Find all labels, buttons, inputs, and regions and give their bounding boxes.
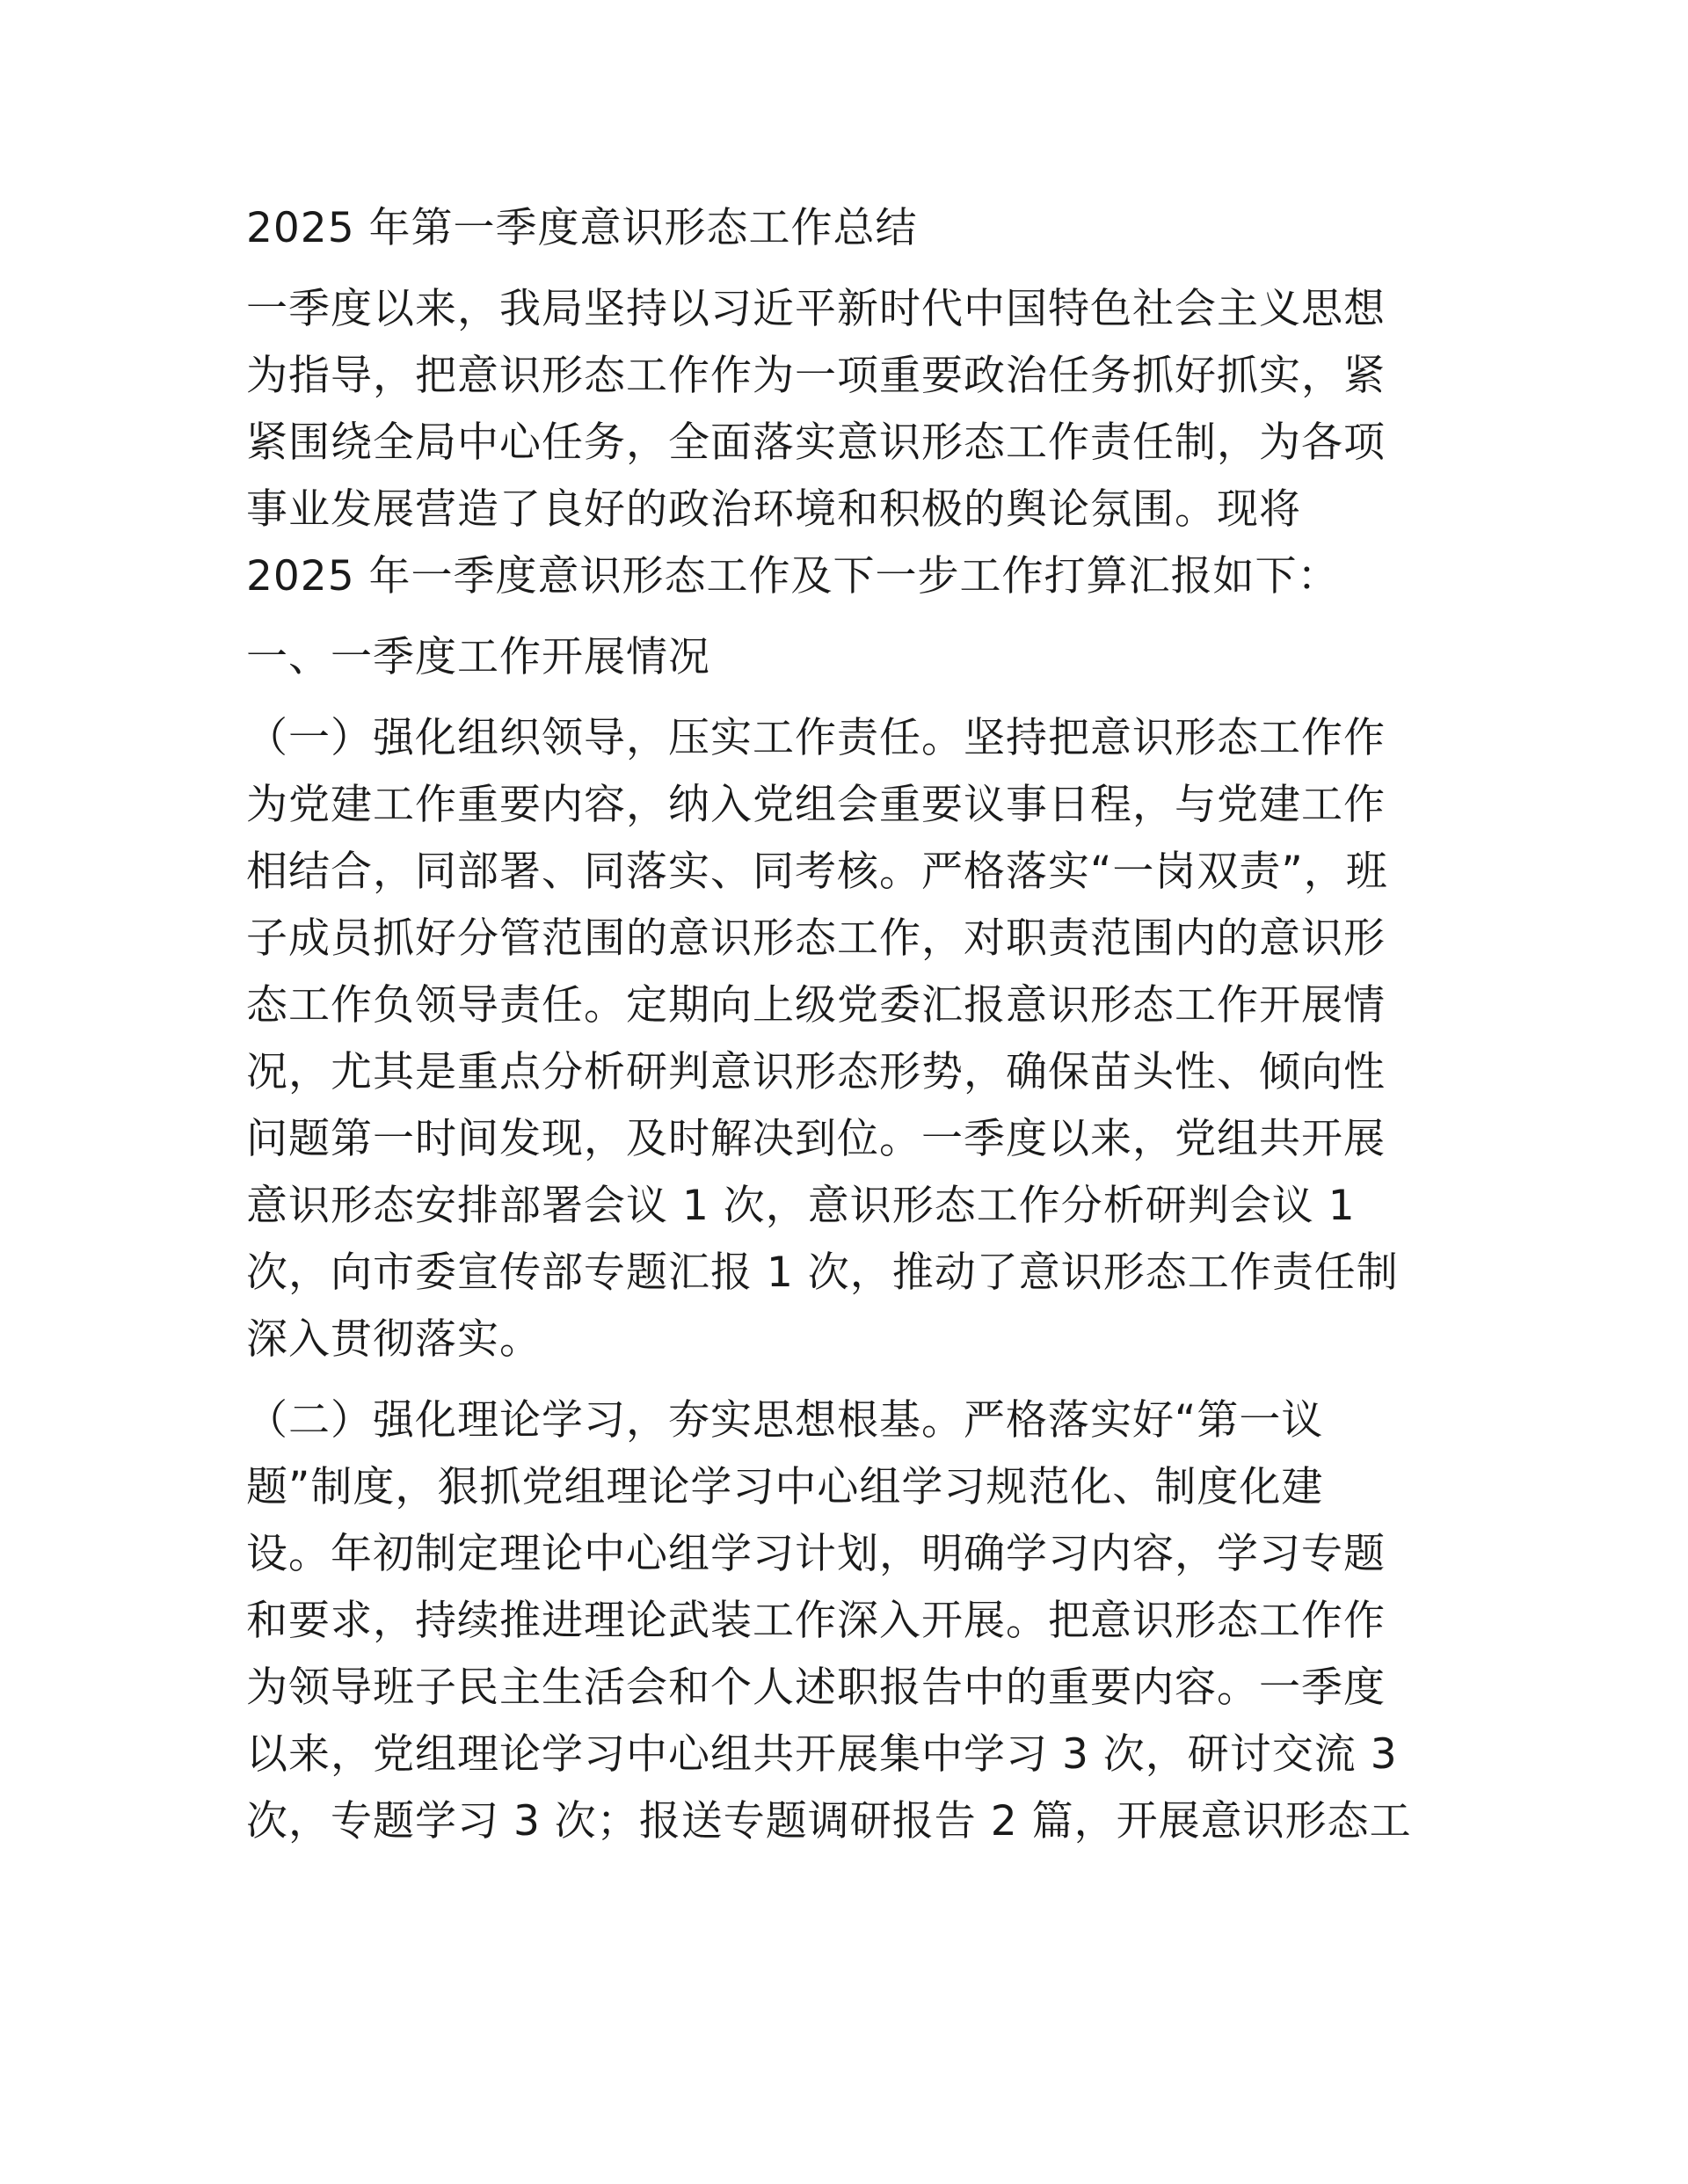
paragraph-spacer (246, 1373, 1446, 1387)
text-line: （二）强化理论学习，夯实思想根基。严格落实好“第一议 (246, 1396, 1324, 1445)
paragraph-spacer (246, 262, 1446, 276)
document-body (246, 195, 1446, 1855)
text-line: 一季度以来，我局坚持以习近平新时代中国特色社会主义思想 (246, 285, 1386, 333)
paragraph-theory-study (246, 1387, 1446, 1855)
text-line: 态工作负领导责任。定期向上级党委汇报意识形态工作开展情 (246, 981, 1386, 1030)
text-line: 题”制度，狠抓党组理论学习中心组学习规范化、制度化建 (246, 1463, 1324, 1511)
text-line: 和要求，持续推进理论武装工作深入开展。把意识形态工作作 (246, 1597, 1386, 1645)
document-title: 2025 年第一季度意识形态工作总结 (246, 204, 918, 252)
text-line: 一、一季度工作开展情况 (246, 633, 710, 681)
paragraph-intro (246, 276, 1446, 610)
text-line: 紧围绕全局中心任务，全面落实意识形态工作责任制，为各项 (246, 419, 1386, 467)
text-line: 次，向市委宣传部专题汇报 1 次，推动了意识形态工作责任制 (246, 1249, 1399, 1297)
text-line: 为党建工作重要内容，纳入党组会重要议事日程，与党建工作 (246, 781, 1386, 829)
text-line: 以来，党组理论学习中心组共开展集中学习 3 次，研讨交流 3 (246, 1730, 1398, 1779)
text-line: 2025 年一季度意识形态工作及下一步工作打算汇报如下： (246, 552, 1340, 601)
text-line: 设。年初制定理论中心组学习计划，明确学习内容，学习专题 (246, 1530, 1386, 1578)
paragraph-spacer (246, 610, 1446, 624)
text-line: 深入贯彻落实。 (246, 1315, 542, 1364)
text-line: 次，专题学习 3 次；报送专题调研报告 2 篇，开展意识形态工 (246, 1797, 1412, 1845)
paragraph-spacer (246, 691, 1446, 705)
text-line: （一）强化组织领导，压实工作责任。坚持把意识形态工作作 (246, 714, 1386, 762)
paragraph-organization (246, 705, 1446, 1373)
text-line: 相结合，同部署、同落实、同考核。严格落实“一岗双责”，班 (246, 848, 1388, 896)
text-line: 为领导班子民主生活会和个人述职报告中的重要内容。一季度 (246, 1663, 1386, 1712)
text-line: 子成员抓好分管范围的意识形态工作，对职责范围内的意识形 (246, 914, 1386, 963)
section-heading (246, 624, 1446, 691)
text-line: 意识形态安排部署会议 1 次，意识形态工作分析研判会议 1 (246, 1182, 1356, 1230)
text-line: 况，尤其是重点分析研判意识形态形势，确保苗头性、倾向性 (246, 1048, 1386, 1096)
text-line: 事业发展营造了良好的政治环境和积极的舆论氛围。现将 (246, 485, 1301, 534)
text-line: 问题第一时间发现，及时解决到位。一季度以来，党组共开展 (246, 1115, 1386, 1163)
text-line: 为指导，把意识形态工作作为一项重要政治任务抓好抓实，紧 (246, 352, 1386, 400)
